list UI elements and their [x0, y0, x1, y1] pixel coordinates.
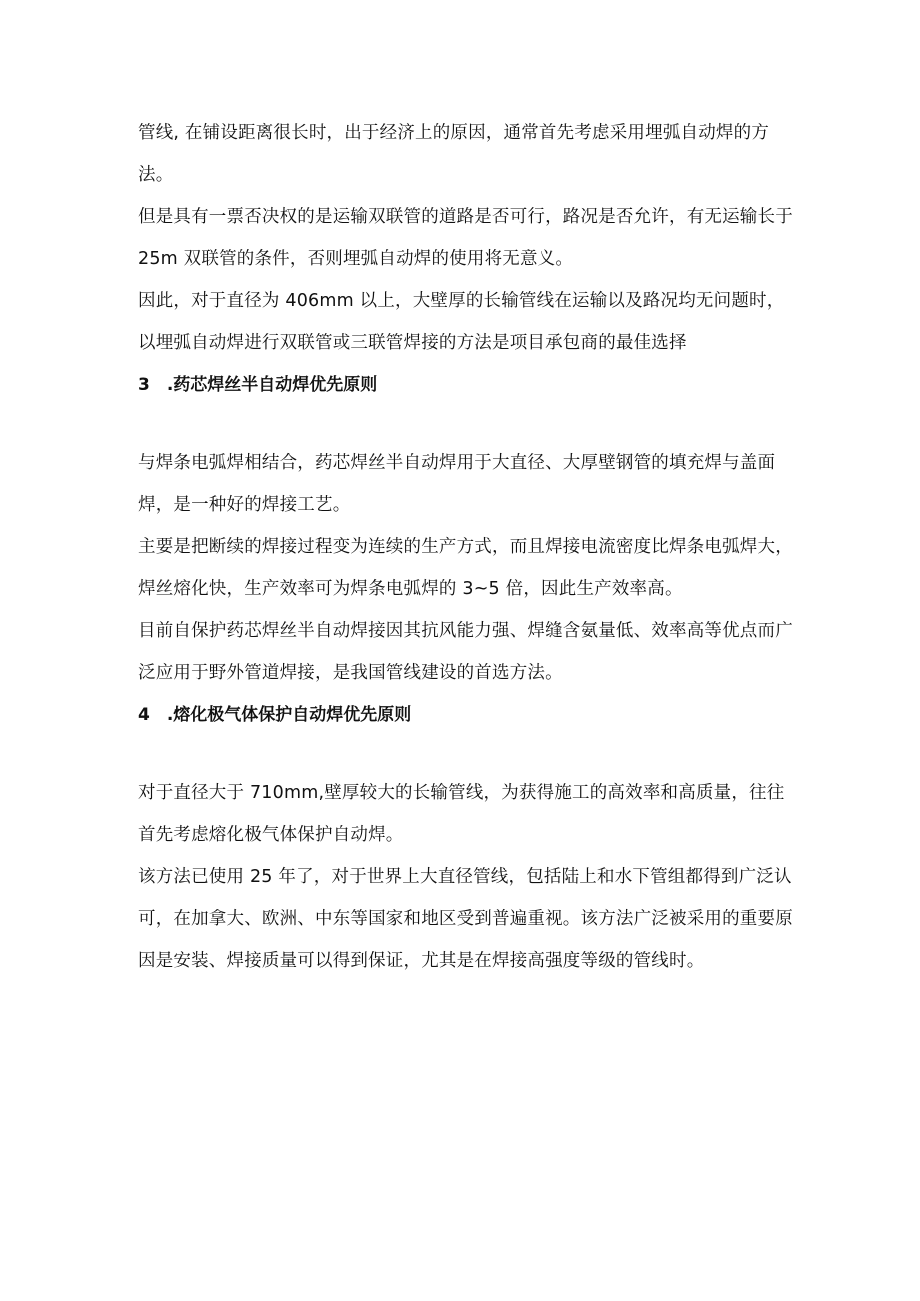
spacer: [138, 736, 798, 772]
paragraph: 但是具有一票否决权的是运输双联管的道路是否可行，路况是否允许，有无运输长于 25m 双联管的条件，否则埋弧自动焊的使用将无意义。: [138, 207, 799, 269]
section-heading-3: 3 .药芯焊丝半自动焊优先原则: [138, 375, 378, 395]
paragraph: 该方法已使用 25 年了，对于世界上大直径管线，包括陆上和水下管组都得到广泛认可，在加拿大、欧洲、中东等国家和地区受到普遍重视。该方法广泛被采用的重要原因是安装、焊接质量可以得到保证，尤其是在焊接高强度等级的管线时。: [138, 867, 793, 971]
paragraph: 因此，对于直径为 406mm 以上，大壁厚的长输管线在运输以及路况均无问题时，以埋弧自动焊进行双联管或三联管焊接的方法是项目承包商的最佳选择: [138, 291, 785, 353]
paragraph: 与焊条电弧焊相结合，药芯焊丝半自动焊用于大直径、大厚壁钢管的填充焊与盖面焊，是一种好的焊接工艺。: [138, 453, 776, 515]
paragraph: 管线, 在铺设距离很长时，出于经济上的原因，通常首先考虑采用埋弧自动焊的方法。: [138, 123, 770, 185]
paragraph: 主要是把断续的焊接过程变为连续的生产方式，而且焊接电流密度比焊条电弧焊大，焊丝熔化快，生产效率可为焊条电弧焊的 3~5 倍，因此生产效率高。: [138, 537, 793, 599]
paragraph: 目前自保护药芯焊丝半自动焊接因其抗风能力强、焊缝含氨量低、效率高等优点而广泛应用于野外管道焊接，是我国管线建设的首选方法。: [138, 621, 793, 683]
spacer: [138, 406, 798, 442]
section-heading-4: 4 .熔化极气体保护自动焊优先原则: [138, 705, 412, 725]
paragraph: 对于直径大于 710mm,壁厚较大的长输管线，为获得施工的高效率和高质量，往往首先考虑熔化极气体保护自动焊。: [138, 783, 785, 845]
document-body: [138, 112, 798, 982]
